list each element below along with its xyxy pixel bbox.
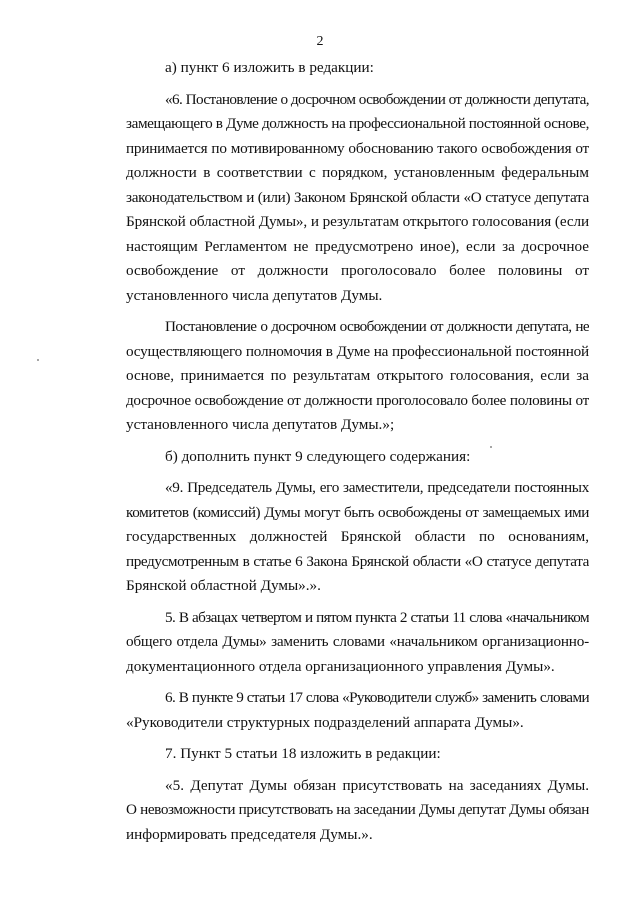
text-line: информировать председателя Думы.». [126, 825, 373, 843]
text-line: принимается по мотивированному обоснованию такого освобождения от [126, 139, 589, 157]
paragraph [87, 686, 589, 735]
paragraph [87, 774, 589, 848]
text-line: осуществляющего полномочия в Думе на профессиональной постоянной [126, 342, 589, 360]
text-line: настоящим Регламентом не предусмотрено иное), если за досрочное [126, 237, 589, 255]
text-line: законодательством и (или) Законом Брянской области «О статусе депутата [126, 188, 589, 206]
text-line: 5. В абзацах четвертом и пятом пункта 2 статьи 11 слова «начальником [165, 608, 589, 626]
text-line: Постановление о досрочном освобождении от должности депутата, не [165, 318, 589, 335]
text-line: установленного числа депутатов Думы. [126, 286, 383, 304]
text-line: а) пункт 6 изложить в редакции: [165, 59, 374, 76]
text-line: Брянской областной Думы».». [126, 577, 321, 594]
paragraph [87, 476, 589, 599]
document-body [87, 56, 589, 847]
text-line: О невозможности присутствовать на заседании Думы депутат Думы обязан [126, 801, 589, 818]
text-line: 7. Пункт 5 статьи 18 изложить в редакции: [165, 745, 441, 762]
text-line: «Руководители структурных подразделений аппарата Думы». [126, 713, 524, 731]
text-line: замещающего в Думе должность на профессиональной постоянной основе, [126, 115, 589, 132]
text-line: предусмотренным в статье 6 Закона Брянской области «О статусе депутата [126, 552, 589, 570]
text-line: освобождение от должности проголосовало более половины от [126, 262, 589, 279]
paragraph [87, 445, 589, 470]
text-line: установленного числа депутатов Думы.»; [126, 416, 395, 433]
text-line: досрочное освобождение от должности проголосовало более половины от [126, 391, 589, 409]
text-line: «6. Постановление о досрочном освобождении от должности депутата, [165, 90, 589, 108]
text-line: общего отдела Думы» заменить словами «начальником организационно- [126, 633, 589, 650]
paragraph [87, 742, 589, 767]
page-number: 2 [316, 34, 324, 49]
text-line: 6. В пункте 9 статьи 17 слова «Руководители служб» заменить словами [165, 689, 589, 706]
text-line: государственных должностей Брянской области по основаниям, [126, 528, 589, 545]
text-line: документационного отдела организационного управления Думы». [126, 657, 555, 675]
paragraph [87, 56, 589, 81]
paragraph [87, 88, 589, 309]
text-line: основе, принимается по результатам открытого голосования, если за [126, 367, 589, 384]
text-line: б) дополнить пункт 9 следующего содержания: [165, 447, 471, 465]
scan-speck [37, 359, 39, 361]
paragraph [87, 606, 589, 680]
scan-speck [490, 446, 492, 448]
text-line: Брянской областной Думы», и результатам открытого голосования (если [126, 213, 589, 230]
text-line: комитетов (комиссий) Думы могут быть освобождены от замещаемых ими [126, 503, 589, 521]
text-line: «5. Депутат Думы обязан присутствовать на заседаниях Думы. [165, 776, 589, 794]
paragraph [87, 315, 589, 438]
text-line: должности в соответствии с порядком, установленным федеральным [126, 164, 589, 181]
text-line: «9. Председатель Думы, его заместители, председатели постоянных [165, 479, 589, 496]
